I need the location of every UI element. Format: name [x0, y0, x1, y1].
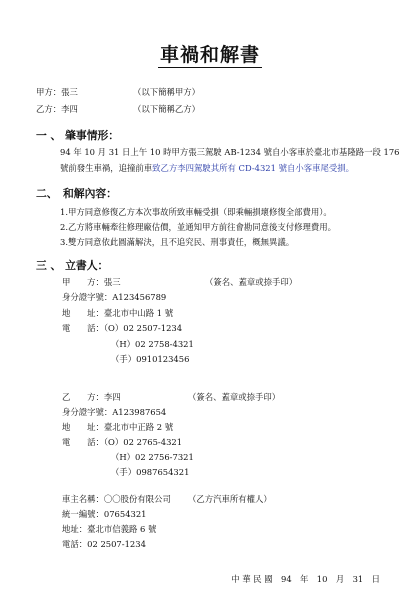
party-b-line: 乙方：李四	[36, 104, 78, 114]
owner-tax-id: 統一編號：07654321	[62, 509, 147, 519]
party-b-id	[62, 408, 166, 416]
party-b-address-label: 地 址：	[62, 422, 104, 432]
party-b-address-value: 臺北市中正路 2 號	[103, 422, 174, 432]
owner-name: 車主名稱：〇〇股份有限公司	[62, 494, 171, 504]
party-b-tel-mobile: （手）0987654321	[111, 467, 190, 477]
section-1-text-highlight: 致乙方李四駕駛其所有 CD-4321 號自小客車尾受損	[152, 163, 346, 173]
document-title	[0, 40, 420, 67]
party-b-tel	[62, 438, 182, 446]
party-b-tel-office: （O）02 2765-4321	[103, 437, 183, 447]
party-a-name	[62, 278, 121, 286]
party-a-id	[62, 293, 166, 301]
section-1-text-line-1: 94 年 10 月 31 日上午 10 時甲方張三駕駛 AB-1234 號自小客車於臺北市基隆路一段 176	[60, 147, 400, 157]
party-b-name	[62, 393, 121, 401]
party-b-sign-note: （簽名、蓋章或捺手印）	[188, 392, 281, 402]
party-a-address-label: 地 址：	[62, 308, 104, 318]
party-b-id-value: A123987654	[112, 407, 167, 417]
section-1-text-line-2	[60, 164, 354, 172]
party-a-address	[62, 309, 173, 317]
party-b-id-label: 身分證字號：	[62, 407, 113, 417]
party-a-tel-mobile: （手）0910123456	[111, 354, 190, 364]
owner-tel: 電話：02 2507-1234	[62, 539, 146, 549]
party-b-name-value: 李四	[103, 392, 121, 402]
section-2-heading: 二、 和解內容：	[36, 187, 117, 200]
party-b-name-label: 乙 方：	[62, 392, 104, 402]
party-b-note: （以下簡稱乙方）	[133, 104, 200, 114]
party-a-note: （以下簡稱甲方）	[133, 87, 200, 97]
section-1-text-2c: 。	[345, 163, 354, 173]
party-a-address-value: 臺北市中山路 1 號	[103, 308, 174, 318]
party-a-tel-home: （H）02 2758-4321	[111, 339, 194, 349]
document-title-text: 車禍和解書	[159, 44, 260, 66]
section-3-heading: 三 、 立書人：	[36, 259, 109, 272]
party-a-sign-note: （簽名、蓋章或捺手印）	[205, 277, 298, 287]
party-a-name-value: 張三	[103, 277, 121, 287]
party-a-name-label: 甲 方：	[62, 277, 104, 287]
owner-address: 地址：臺北市信義路 6 號	[62, 524, 157, 534]
party-a-id-label: 身分證字號：	[62, 292, 113, 302]
section-2-item-1: 1.甲方同意修復乙方本次事故所致車輛受損（即乘輛損壞修復全部費用）。	[60, 207, 332, 217]
party-a-id-value: A123456789	[112, 292, 167, 302]
party-a-line: 甲方：張三	[36, 87, 78, 97]
document-date: 中 華 民 國 94 年 10 月 31 日	[231, 574, 380, 584]
owner-note: （乙方汽車所有權人）	[188, 494, 272, 504]
party-a-tel-office: （O）02 2507-1234	[103, 323, 183, 333]
section-1-heading: 一 、 肇事情形：	[36, 129, 120, 142]
party-b-address	[62, 423, 173, 431]
party-a-tel	[62, 324, 182, 332]
party-b-tel-label: 電 話：	[62, 437, 104, 447]
section-1-text-2a: 號前發生車禍，追撞前車	[60, 163, 153, 173]
section-2-item-2: 2.乙方將車輛牽往修理廠估價，並通知甲方前往會勘同意後支付修理費用。	[60, 222, 336, 232]
section-2-item-3: 3.雙方同意依此圓滿解決，且不追究民、刑事責任，概無異議。	[60, 237, 295, 247]
party-b-tel-home: （H）02 2756-7321	[111, 452, 194, 462]
party-a-tel-label: 電 話：	[62, 323, 104, 333]
